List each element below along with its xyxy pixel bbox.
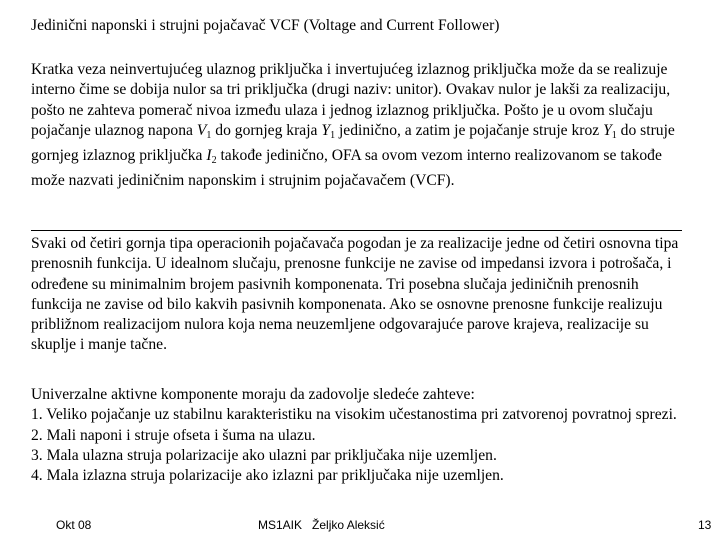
paragraph-text: do struje gornjeg izlaznog priključka (31, 121, 675, 165)
list-item: 3. Mala ulazna struja polarizacije ako ulazni par priključaka nije uzemljen. (31, 446, 497, 464)
list-item: 4. Mala izlazna struja polarizacije ako izlazni par priključaka nije uzemljen. (31, 467, 504, 485)
symbol-y1: $Y_1$ (603, 121, 617, 141)
footer-date: Okt 08 (56, 518, 92, 532)
requirements-list (31, 385, 691, 486)
list-item: 2. Mali naponi i struje ofseta i šuma na ulazu. (31, 426, 316, 444)
paragraph-transfer-functions: Svaki od četiri gornja tipa operacionih pojačavača pogodan je za realizacije jedne od četiri osnovna tipa prenosnih funkcija. U idealnom slučaju, prenosne funkcije ne zavise od impedansi izvora i potrošača, i određene su minimalnim brojem pasivnih komponenata. Tri posebna slučaja jediničnih prenosnih funkcija ne zavise od bilo kakvih pasivnih komponenata. Ako se osnovne prenosne funkcije realizuju približnom realizacijom nulora koja nema neuzemljene odgovarajuće parove krajeva, realizacije su skuplje i manje tačne. (31, 235, 679, 354)
symbol-v1: $V_1$ (196, 121, 212, 141)
symbol-y1: $Y_1$ (321, 121, 336, 141)
paragraph-vcf-description (31, 60, 691, 192)
slide-title: Jedinični naponski i strujni pojačavač VCF (Voltage and Current Follower) (31, 17, 500, 34)
paragraph-text: jedinično, a zatim je pojačanje struje kroz (335, 121, 604, 139)
divider-line (31, 230, 682, 231)
paragraph-text: takođe jedinično, OFA sa ovom vezom interno realizovanom se takođe može nazvati jediničnim naponskim i strujnim pojačavačem (VCF). (31, 147, 662, 190)
paragraph-text: Kratka veza neinvertujućeg ulaznog priključka i invertujućeg izlaznog priključka može da se realizuje interno čime se dobija nulor sa tri priključka (drugi naziv: unitor). Ovakav nulor je lakši za realizaciju, pošto ne zahteva pomerač nivoa između ulaza i jednog izlaznog priključka. Pošto je u ovom slučaju pojačanje ulaznog napona (31, 61, 671, 139)
footer-course-author: MS1AIK Željko Aleksić (258, 518, 385, 532)
requirements-intro: Univerzalne aktivne komponente moraju da zadovolje sledeće zahteve: (31, 386, 475, 403)
footer-page-number: 13 (698, 518, 712, 532)
symbol-i2: $I_2$ (206, 147, 217, 167)
list-item: 1. Veliko pojačanje uz stabilnu karakteristiku na visokim učestanostima pri zatvorenoj povratnoj sprezi. (31, 406, 677, 424)
paragraph-text: do gornjeg kraja (211, 121, 322, 139)
